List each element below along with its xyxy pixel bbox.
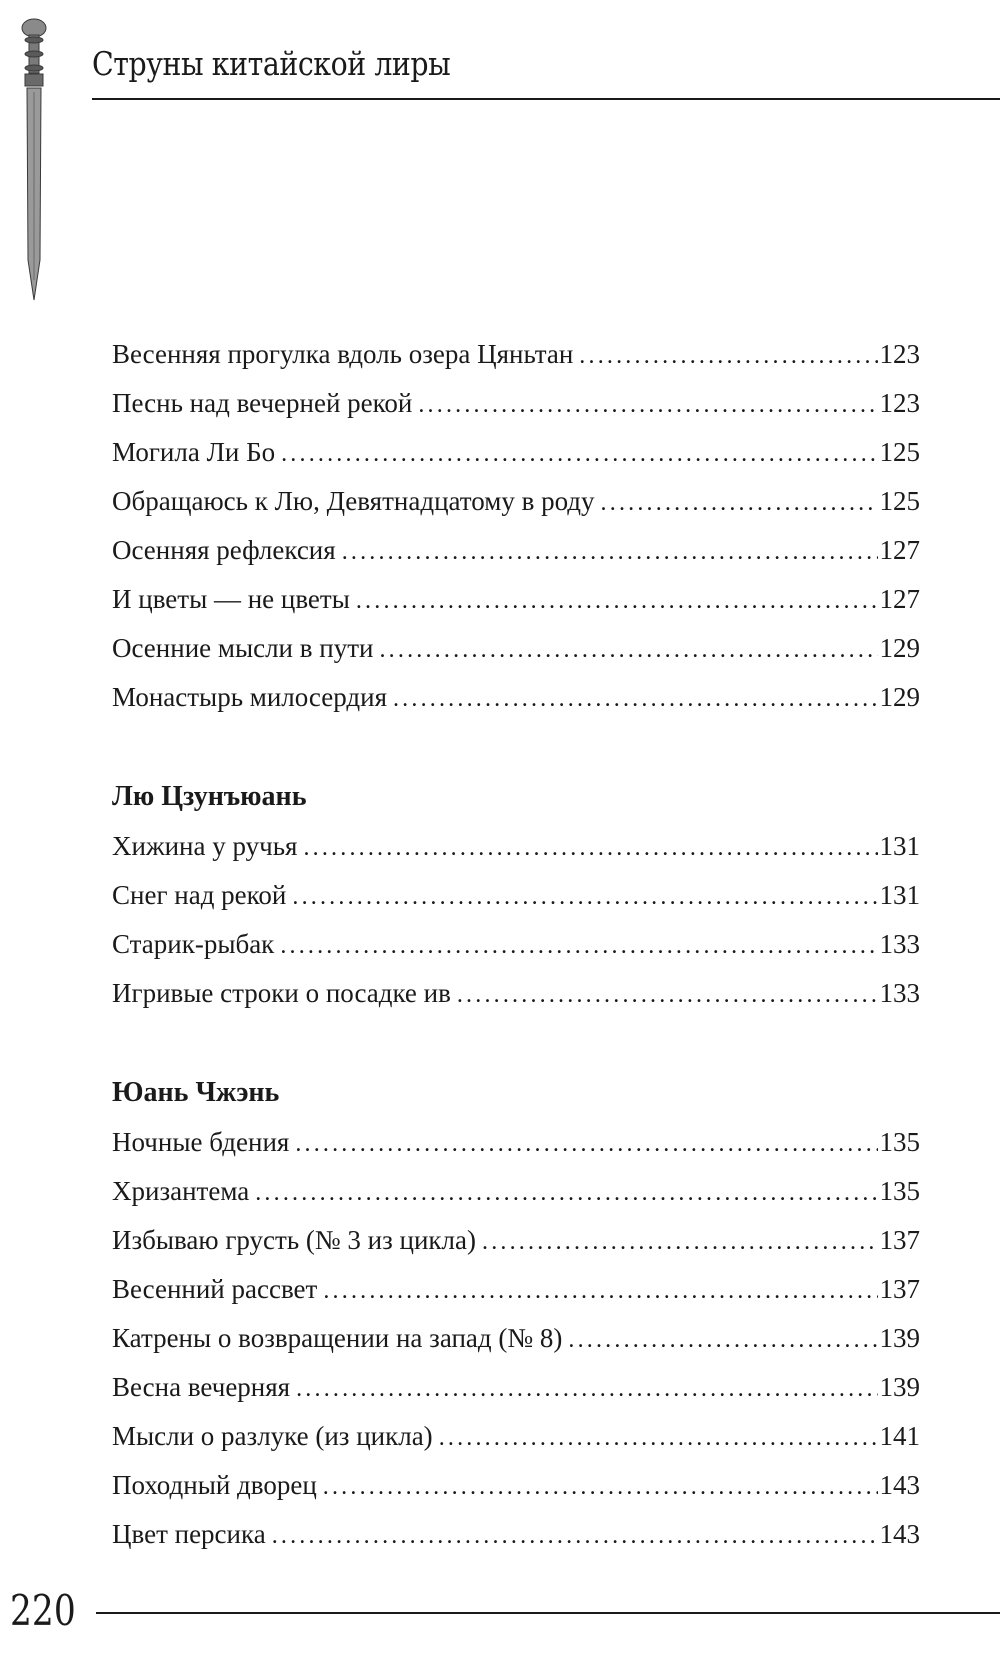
toc-entry-page: 127: [879, 535, 920, 565]
toc-entry-page: 143: [879, 1470, 920, 1500]
toc-entry: [112, 822, 920, 871]
toc-dot-leader: [379, 626, 877, 675]
toc-entry: [112, 920, 920, 969]
toc-entry-title: Игривые строки о посадке ив: [112, 978, 451, 1008]
author-heading: Юань Чжэнь: [112, 1077, 280, 1108]
toc-entry-page: 137: [879, 1274, 920, 1304]
toc-entry-page: 135: [879, 1176, 920, 1206]
sword-ornament-icon: [14, 10, 54, 310]
toc-entry-page: 129: [879, 633, 920, 663]
section-gap: [112, 1018, 920, 1068]
toc-dot-leader: [418, 381, 877, 430]
toc-dot-leader: [482, 1218, 878, 1267]
toc-dot-leader: [255, 1169, 877, 1218]
toc-entry-page: 141: [879, 1421, 920, 1451]
section-gap: [112, 722, 920, 772]
toc-entry: [112, 330, 920, 379]
footer-rule: [96, 1612, 1000, 1614]
toc-entry: [112, 1363, 920, 1412]
toc-dot-leader: [303, 824, 877, 873]
toc-entry-page: 139: [879, 1372, 920, 1402]
toc-entry-page: 129: [879, 682, 920, 712]
toc-entry: [112, 1216, 920, 1265]
toc-entry: [112, 1314, 920, 1363]
toc-entry: [112, 624, 920, 673]
toc-entry: [112, 1265, 920, 1314]
toc-entry-page: 131: [879, 831, 920, 861]
toc-entry-title: Весенний рассвет: [112, 1274, 318, 1304]
toc-entry: [112, 575, 920, 624]
toc-dot-leader: [280, 922, 877, 971]
toc-dot-leader: [323, 1267, 877, 1316]
toc-entry-title: Весна вечерняя: [112, 1372, 291, 1402]
toc-dot-leader: [296, 1365, 877, 1414]
toc-entry-title: Избываю грусть (№ 3 из цикла): [112, 1225, 476, 1255]
toc-entry: [112, 673, 920, 722]
toc-entry-title: Весенняя прогулка вдоль озера Цяньтан: [112, 339, 574, 369]
toc-entry-title: Катрены о возвращении на запад (№ 8): [112, 1323, 563, 1353]
toc-dot-leader: [579, 332, 877, 381]
toc-entry: [112, 428, 920, 477]
toc-entry: [112, 1461, 920, 1510]
toc-entry-title: Хижина у ручья: [112, 831, 298, 861]
toc-entry-page: 123: [879, 388, 920, 418]
toc-section: [112, 1068, 920, 1559]
toc-entry-title: Монастырь милосердия: [112, 682, 387, 712]
toc-entry-title: Могила Ли Бо: [112, 437, 276, 467]
toc-entry: [112, 526, 920, 575]
toc-entry-page: 143: [879, 1519, 920, 1549]
toc-entry-title: Песнь над вечерней рекой: [112, 388, 413, 418]
toc-entry-page: 135: [879, 1127, 920, 1157]
toc-entry: [112, 379, 920, 428]
toc-dot-leader: [601, 479, 878, 528]
toc-entry-title: Осенние мысли в пути: [112, 633, 374, 663]
toc-entry-title: Снег над рекой: [112, 880, 287, 910]
toc-dot-leader: [568, 1316, 877, 1365]
toc-dot-leader: [295, 1120, 877, 1169]
table-of-contents: [112, 330, 920, 1559]
author-heading: Лю Цзунъюань: [112, 781, 307, 812]
toc-entry-title: Осенняя рефлексия: [112, 535, 336, 565]
toc-entry-page: 133: [879, 929, 920, 959]
toc-dot-leader: [356, 577, 878, 626]
toc-entry-title: Обращаюсь к Лю, Девятнадцатому в роду: [112, 486, 595, 516]
toc-entry: [112, 969, 920, 1018]
toc-dot-leader: [281, 430, 877, 479]
toc-entry-title: И цветы — не цветы: [112, 584, 350, 614]
toc-entry-page: 125: [879, 437, 920, 467]
toc-entry-title: Цвет персика: [112, 1519, 266, 1549]
toc-entry-page: 139: [879, 1323, 920, 1353]
toc-dot-leader: [272, 1512, 878, 1561]
toc-dot-leader: [323, 1463, 878, 1512]
toc-entry-title: Хризантема: [112, 1176, 250, 1206]
toc-entry: [112, 1510, 920, 1559]
toc-entry-page: 125: [879, 486, 920, 516]
toc-entry-page: 131: [879, 880, 920, 910]
toc-dot-leader: [342, 528, 878, 577]
toc-entry-page: 127: [879, 584, 920, 614]
toc-entry: [112, 1412, 920, 1461]
running-head: Струны китайской лиры: [92, 44, 451, 83]
toc-entry-title: Старик-рыбак: [112, 929, 275, 959]
toc-entry-title: Походный дворец: [112, 1470, 317, 1500]
toc-entry-title: Ночные бдения: [112, 1127, 290, 1157]
toc-dot-leader: [393, 675, 878, 724]
toc-dot-leader: [457, 971, 878, 1020]
toc-entry-page: 137: [879, 1225, 920, 1255]
toc-entry: [112, 1167, 920, 1216]
toc-section: [112, 772, 920, 1018]
toc-entry-page: 123: [879, 339, 920, 369]
toc-entry: [112, 871, 920, 920]
toc-entry-title: Мысли о разлуке (из цикла): [112, 1421, 433, 1451]
toc-entry: [112, 477, 920, 526]
header-rule: [92, 98, 1000, 100]
toc-dot-leader: [292, 873, 877, 922]
toc-continued-list: [112, 330, 920, 722]
toc-dot-leader: [439, 1414, 878, 1463]
page-number: 220: [10, 1586, 76, 1635]
toc-entry: [112, 1118, 920, 1167]
toc-entry-page: 133: [879, 978, 920, 1008]
